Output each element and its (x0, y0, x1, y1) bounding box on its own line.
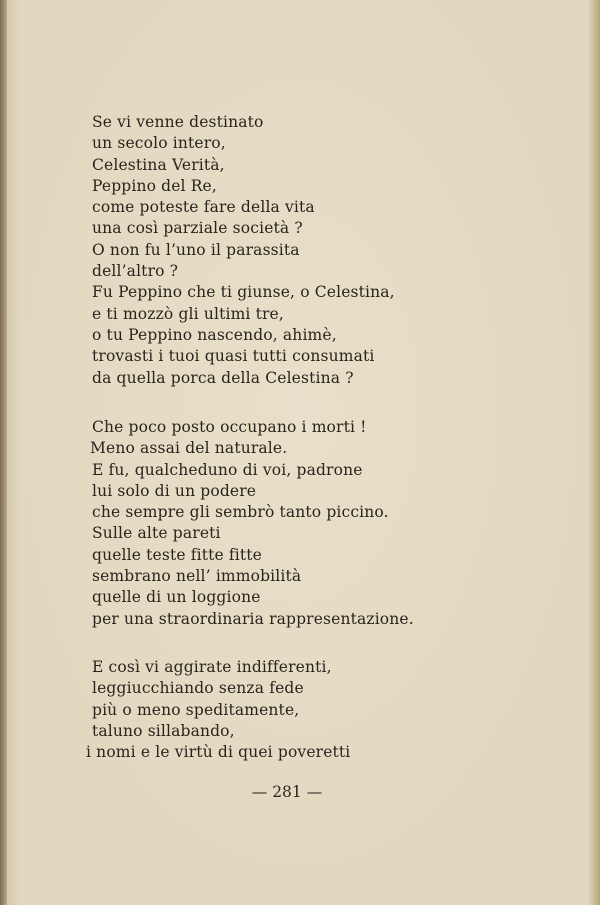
page-right-edge (588, 0, 600, 905)
poem-line: o tu Peppino nascendo, ahimè, (92, 325, 337, 344)
stanza-3 (86, 657, 351, 763)
poem-line: taluno sillabando, (92, 721, 235, 740)
poem-line: Sulle alte pareti (92, 524, 221, 543)
poem-line: trovasti i tuoi quasi tutti consumati (92, 347, 375, 366)
poem-line: sembrano nell’ immobilità (92, 567, 302, 586)
poem-line: O non fu l’uno il parassita (92, 240, 300, 259)
book-spine-edge (0, 0, 7, 905)
poem-line: Fu Peppino che ti giunse, o Celestina, (92, 283, 395, 302)
poem-line: e ti mozzò gli ultimi tre, (92, 304, 284, 323)
poem-line: Meno assai del naturale. (90, 439, 288, 458)
poem-line: Se vi venne destinato (92, 113, 264, 131)
poem-line: i nomi e le virtù di quei poveretti (86, 743, 351, 762)
page-number: — 281 — (251, 783, 323, 801)
poem-line: un secolo intero, (92, 134, 226, 153)
poem-line: leggiucchiando senza fede (92, 679, 304, 698)
poem-line: quelle teste fitte fitte (92, 545, 262, 564)
poem-line: E fu, qualcheduno di voi, padrone (92, 460, 363, 479)
poem-line: dell’altro ? (92, 262, 179, 281)
poem-line: che sempre gli sembrò tanto piccino. (92, 503, 389, 522)
poem-line: più o meno speditamente, (92, 700, 300, 719)
poem-line: quelle di un loggione (92, 588, 261, 607)
poem-line: lui solo di un podere (92, 481, 257, 500)
stanza-2 (92, 417, 414, 630)
poem-line: Celestina Verità, (92, 155, 225, 174)
poem-line: Che poco posto occupano i morti ! (92, 418, 367, 436)
poem-line: da quella porca della Celestina ? (92, 368, 354, 387)
poem-line: E così vi aggirate indifferenti, (92, 658, 332, 676)
poem-line: per una straordinaria rappresentazione. (92, 609, 414, 628)
poem-line: una così parziale società ? (92, 219, 303, 238)
stanza-1 (92, 112, 395, 389)
poem-line: come poteste fare della vita (92, 198, 315, 217)
poem-line: Peppino del Re, (92, 176, 217, 195)
